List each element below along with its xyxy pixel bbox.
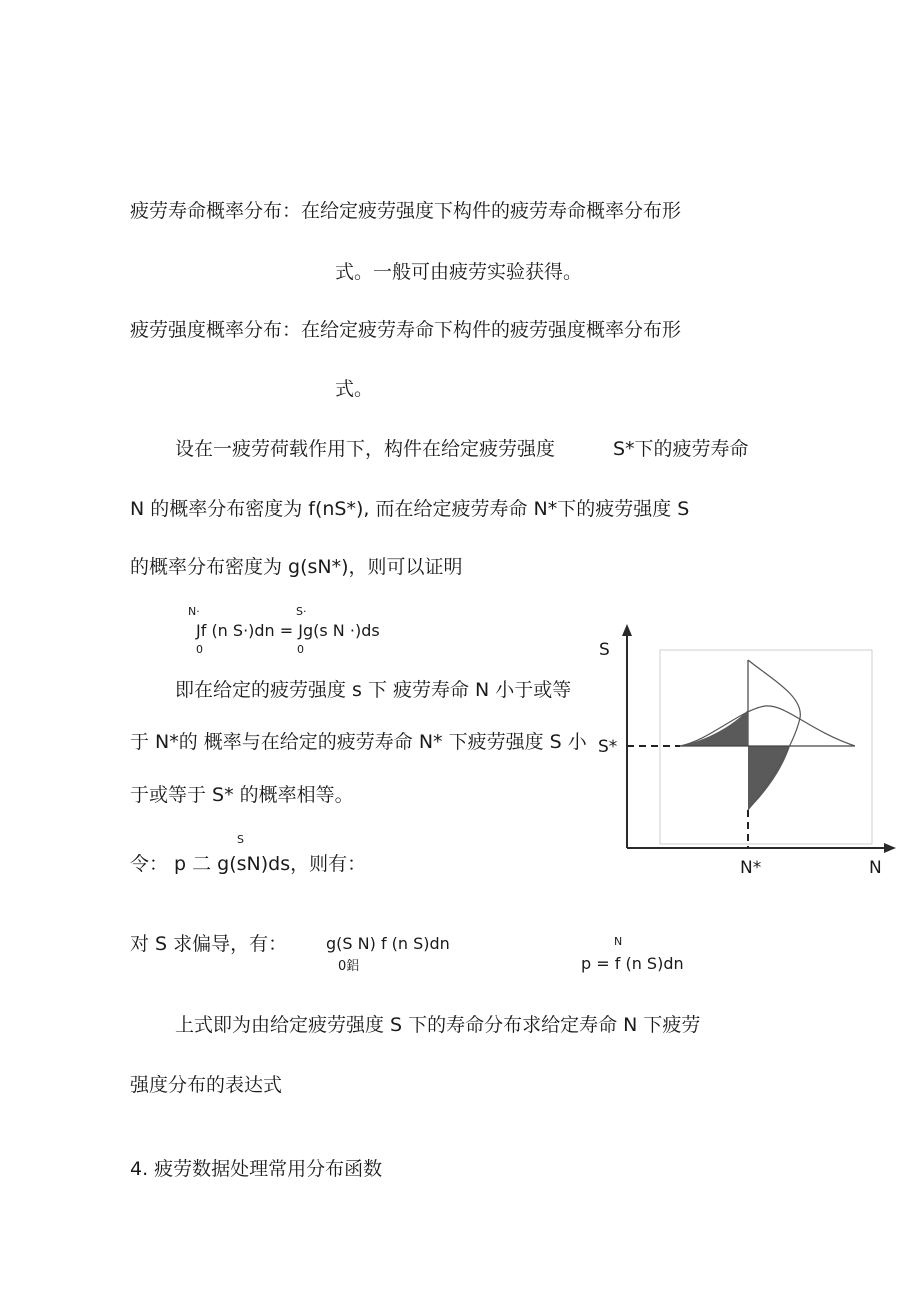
eq4-body: p = f (n S)dn [581,954,684,973]
figure-s-star-label: S* [598,737,618,757]
paragraph-conclusion-line1: 上式即为由给定疲劳强度 S 下的寿命分布求给定寿命 N 下疲劳 [175,1014,701,1036]
eq1-lower-limit-s: 0 [297,643,304,656]
figure-n-star-label: N* [740,858,762,878]
paragraph-partial-derivative: 对 S 求偏导，有： [130,933,288,955]
eq1-upper-limit-s: S· [296,605,307,618]
eq2-upper-limit: S [237,833,244,846]
paragraph-fatigue-strength-distribution-line1: 疲劳强度概率分布：在给定疲劳寿命下构件的疲劳强度概率分布形 [130,319,682,341]
eq1-upper-limit-n: N· [188,605,200,618]
eq1-body: Jf (n S·)dn = Jg(s N ·)ds [196,621,380,640]
paragraph-fatigue-life-distribution-line2: 式。一般可由疲劳实验获得。 [335,261,583,283]
eq4-upper-limit: N [614,935,623,948]
psn-distribution-figure [590,620,900,890]
paragraph-conclusion-line2: 强度分布的表达式 [130,1074,283,1096]
paragraph-equivalence-line1: 即在给定的疲劳强度 s 下 疲劳寿命 N 小于或等 [175,679,572,701]
paragraph-assumption-line2: N 的概率分布密度为 f(nS*), 而在给定疲劳寿命 N*下的疲劳强度 S [130,498,690,520]
figure-x-axis-label: N [869,858,882,878]
paragraph-assumption-line1a: 设在一疲劳荷载作用下，构件在给定疲劳强度 [175,438,556,460]
figure-y-axis-label: S [599,640,610,660]
paragraph-fatigue-strength-distribution-line2: 式。 [335,378,374,400]
paragraph-equivalence-line3: 于或等于 S* 的概率相等。 [130,784,354,806]
eq1-lower-limit-n: 0 [196,643,203,656]
shaded-strength-probability [748,746,790,810]
x-axis-arrow [884,843,896,853]
y-axis-arrow [622,624,632,636]
section-heading-distribution-functions: 4. 疲劳数据处理常用分布函数 [130,1158,383,1180]
paragraph-equivalence-line2: 于 N*的 概率与在给定的疲劳寿命 N* 下疲劳强度 S 小 [130,731,587,753]
paragraph-assumption-line1b: S*下的疲劳寿命 [613,438,749,460]
paragraph-assumption-line3: 的概率分布密度为 g(sN*)，则可以证明 [130,556,463,578]
paragraph-let-p: 令： p 二 g(sN)ds，则有： [130,853,367,875]
paragraph-fatigue-life-distribution-line1: 疲劳寿命概率分布：在给定疲劳强度下构件的疲劳寿命概率分布形 [130,200,682,222]
shaded-life-probability [680,710,748,746]
eq3-body: g(S N) f (n S)dn [326,934,450,953]
eq3-lower-limit: 0鋁 [338,959,360,974]
